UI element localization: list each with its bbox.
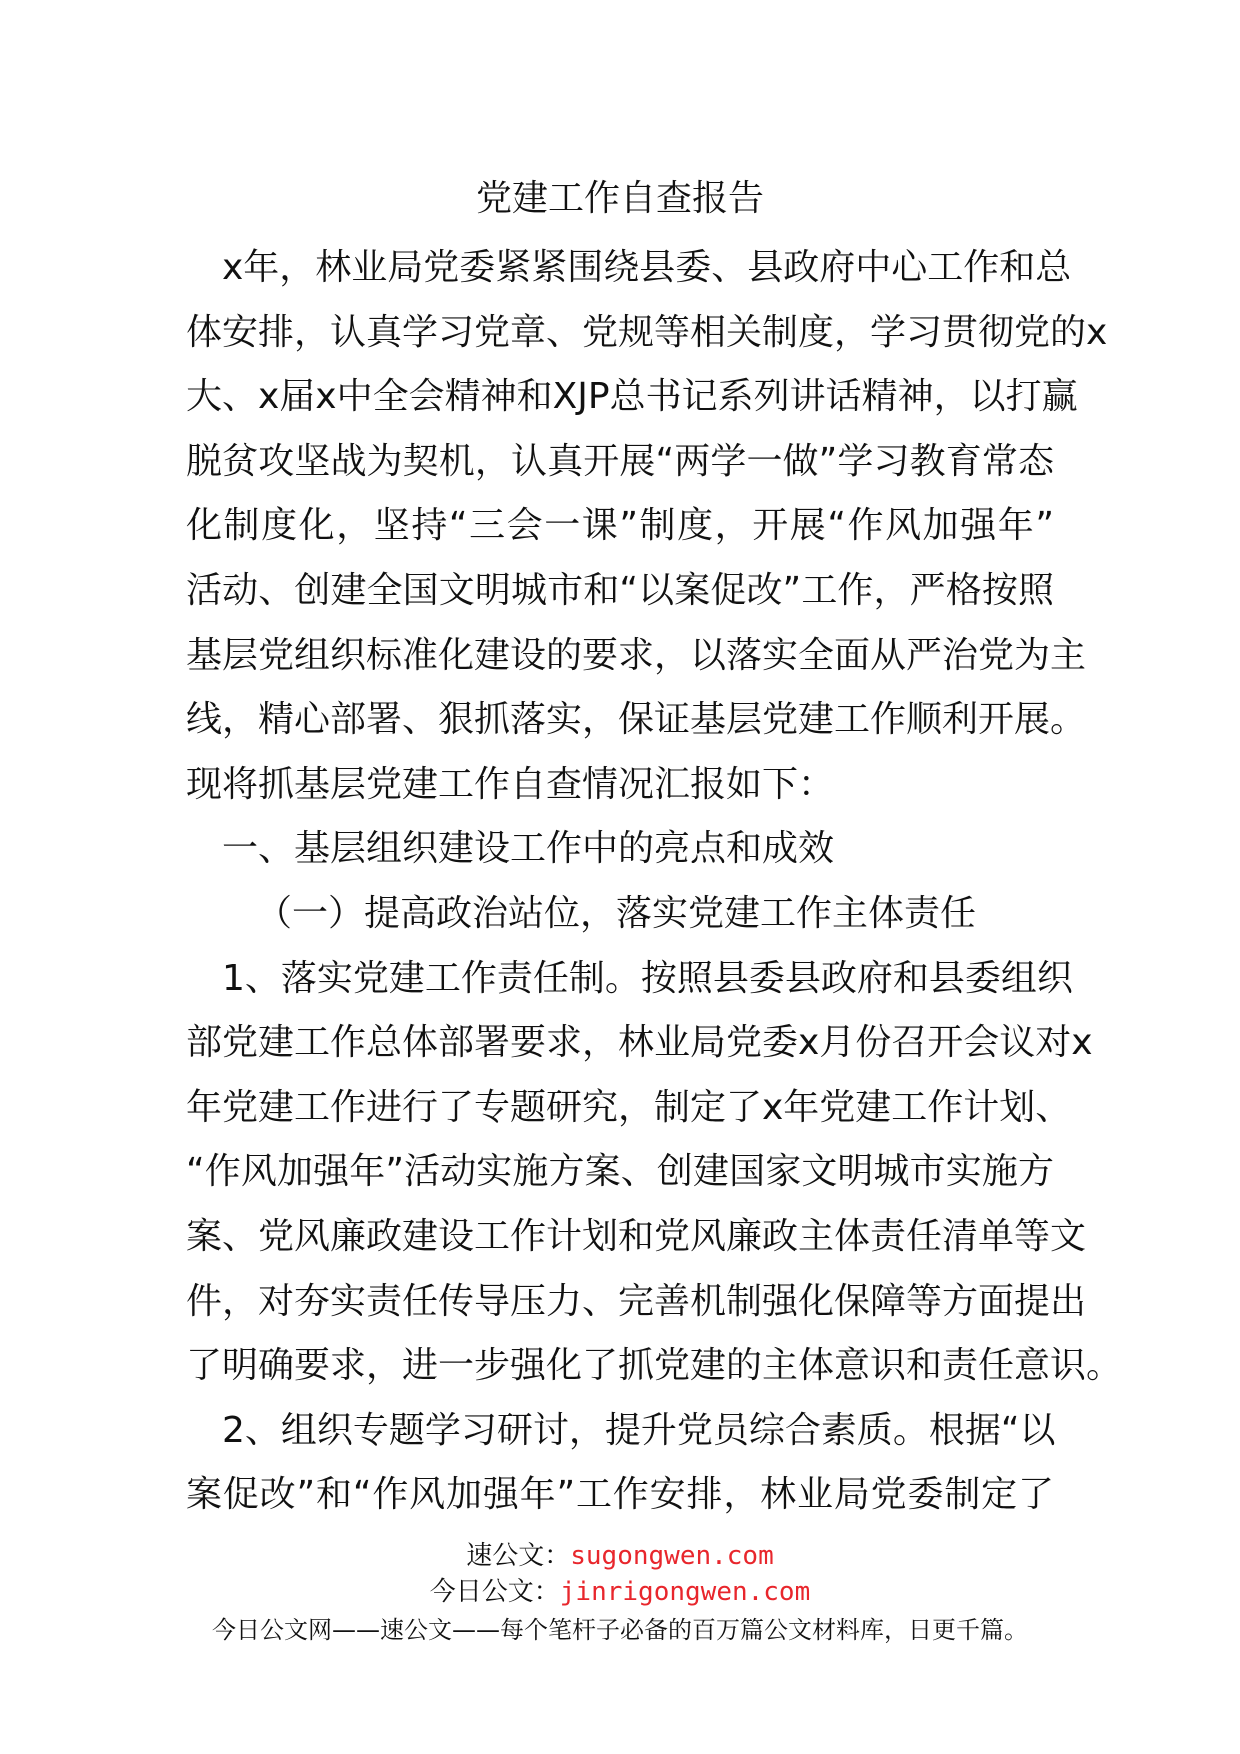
paragraph-line: 脱贫攻坚战为契机，认真开展“两学一做”学习教育常态 — [186, 440, 1054, 482]
paragraph-line: 化制度化，坚持“三会一课”制度，开展“作风加强年” — [186, 505, 1054, 547]
footer-link-jinrigongwen[interactable]: jinrigongwen.com — [559, 1577, 811, 1607]
document-title: 党建工作自查报告 — [475, 178, 764, 219]
footer-jinrigongwen — [0, 1574, 1240, 1610]
paragraph-line: x年，林业局党委紧紧围绕县委、县政府中心工作和总 — [222, 247, 1072, 288]
paragraph-line: 案促改”和“作风加强年”工作安排，林业局党委制定了 — [186, 1474, 1054, 1516]
paragraph-line: 线，精心部署、狠抓落实，保证基层党建工作顺利开展。 — [186, 699, 1087, 741]
subsection-heading: （一）提高政治站位，落实党建工作主体责任 — [256, 892, 977, 934]
paragraph-line: 件，对夯实责任传导压力、完善机制强化保障等方面提出 — [186, 1280, 1087, 1322]
footer-label: 速公文： — [466, 1541, 571, 1571]
footer-tagline: 今日公文网——速公文——每个笔杆子必备的百万篇公文材料库，日更千篇。 — [212, 1616, 1028, 1644]
paragraph-line: 了明确要求，进一步强化了抓党建的主体意识和责任意识。 — [186, 1345, 1123, 1387]
paragraph-line: 部党建工作总体部署要求，林业局党委x月份召开会议对x — [186, 1022, 1093, 1064]
paragraph-line: 活动、创建全国文明城市和“以案促改”工作，严格按照 — [186, 569, 1054, 611]
paragraph-line: 1、落实党建工作责任制。按照县委县政府和县委组织 — [222, 957, 1073, 999]
footer-sugongwen — [0, 1538, 1240, 1574]
paragraph-line: 现将抓基层党建工作自查情况汇报如下： — [186, 763, 835, 805]
section-heading: 一、基层组织建设工作中的亮点和成效 — [222, 828, 835, 870]
paragraph-line: 年党建工作进行了专题研究，制定了x年党建工作计划、 — [186, 1086, 1072, 1128]
footer-label: 今日公文： — [429, 1577, 560, 1607]
paragraph-line: 案、党风廉政建设工作计划和党风廉政主体责任清单等文 — [186, 1215, 1087, 1257]
paragraph-line: 基层党组织标准化建设的要求，以落实全面从严治党为主 — [186, 634, 1087, 676]
document-body — [186, 236, 1123, 1528]
paragraph-line: 大、x届x中全会精神和XJP总书记系列讲话精神，以打赢 — [186, 376, 1078, 418]
paragraph-line: 体安排，认真学习党章、党规等相关制度，学习贯彻党的x — [186, 311, 1108, 353]
paragraph-line: “作风加强年”活动实施方案、创建国家文明城市实施方 — [186, 1151, 1054, 1193]
footer-link-sugongwen[interactable]: sugongwen.com — [570, 1541, 774, 1571]
paragraph-line: 2、组织专题学习研讨，提升党员综合素质。根据“以 — [222, 1409, 1056, 1451]
